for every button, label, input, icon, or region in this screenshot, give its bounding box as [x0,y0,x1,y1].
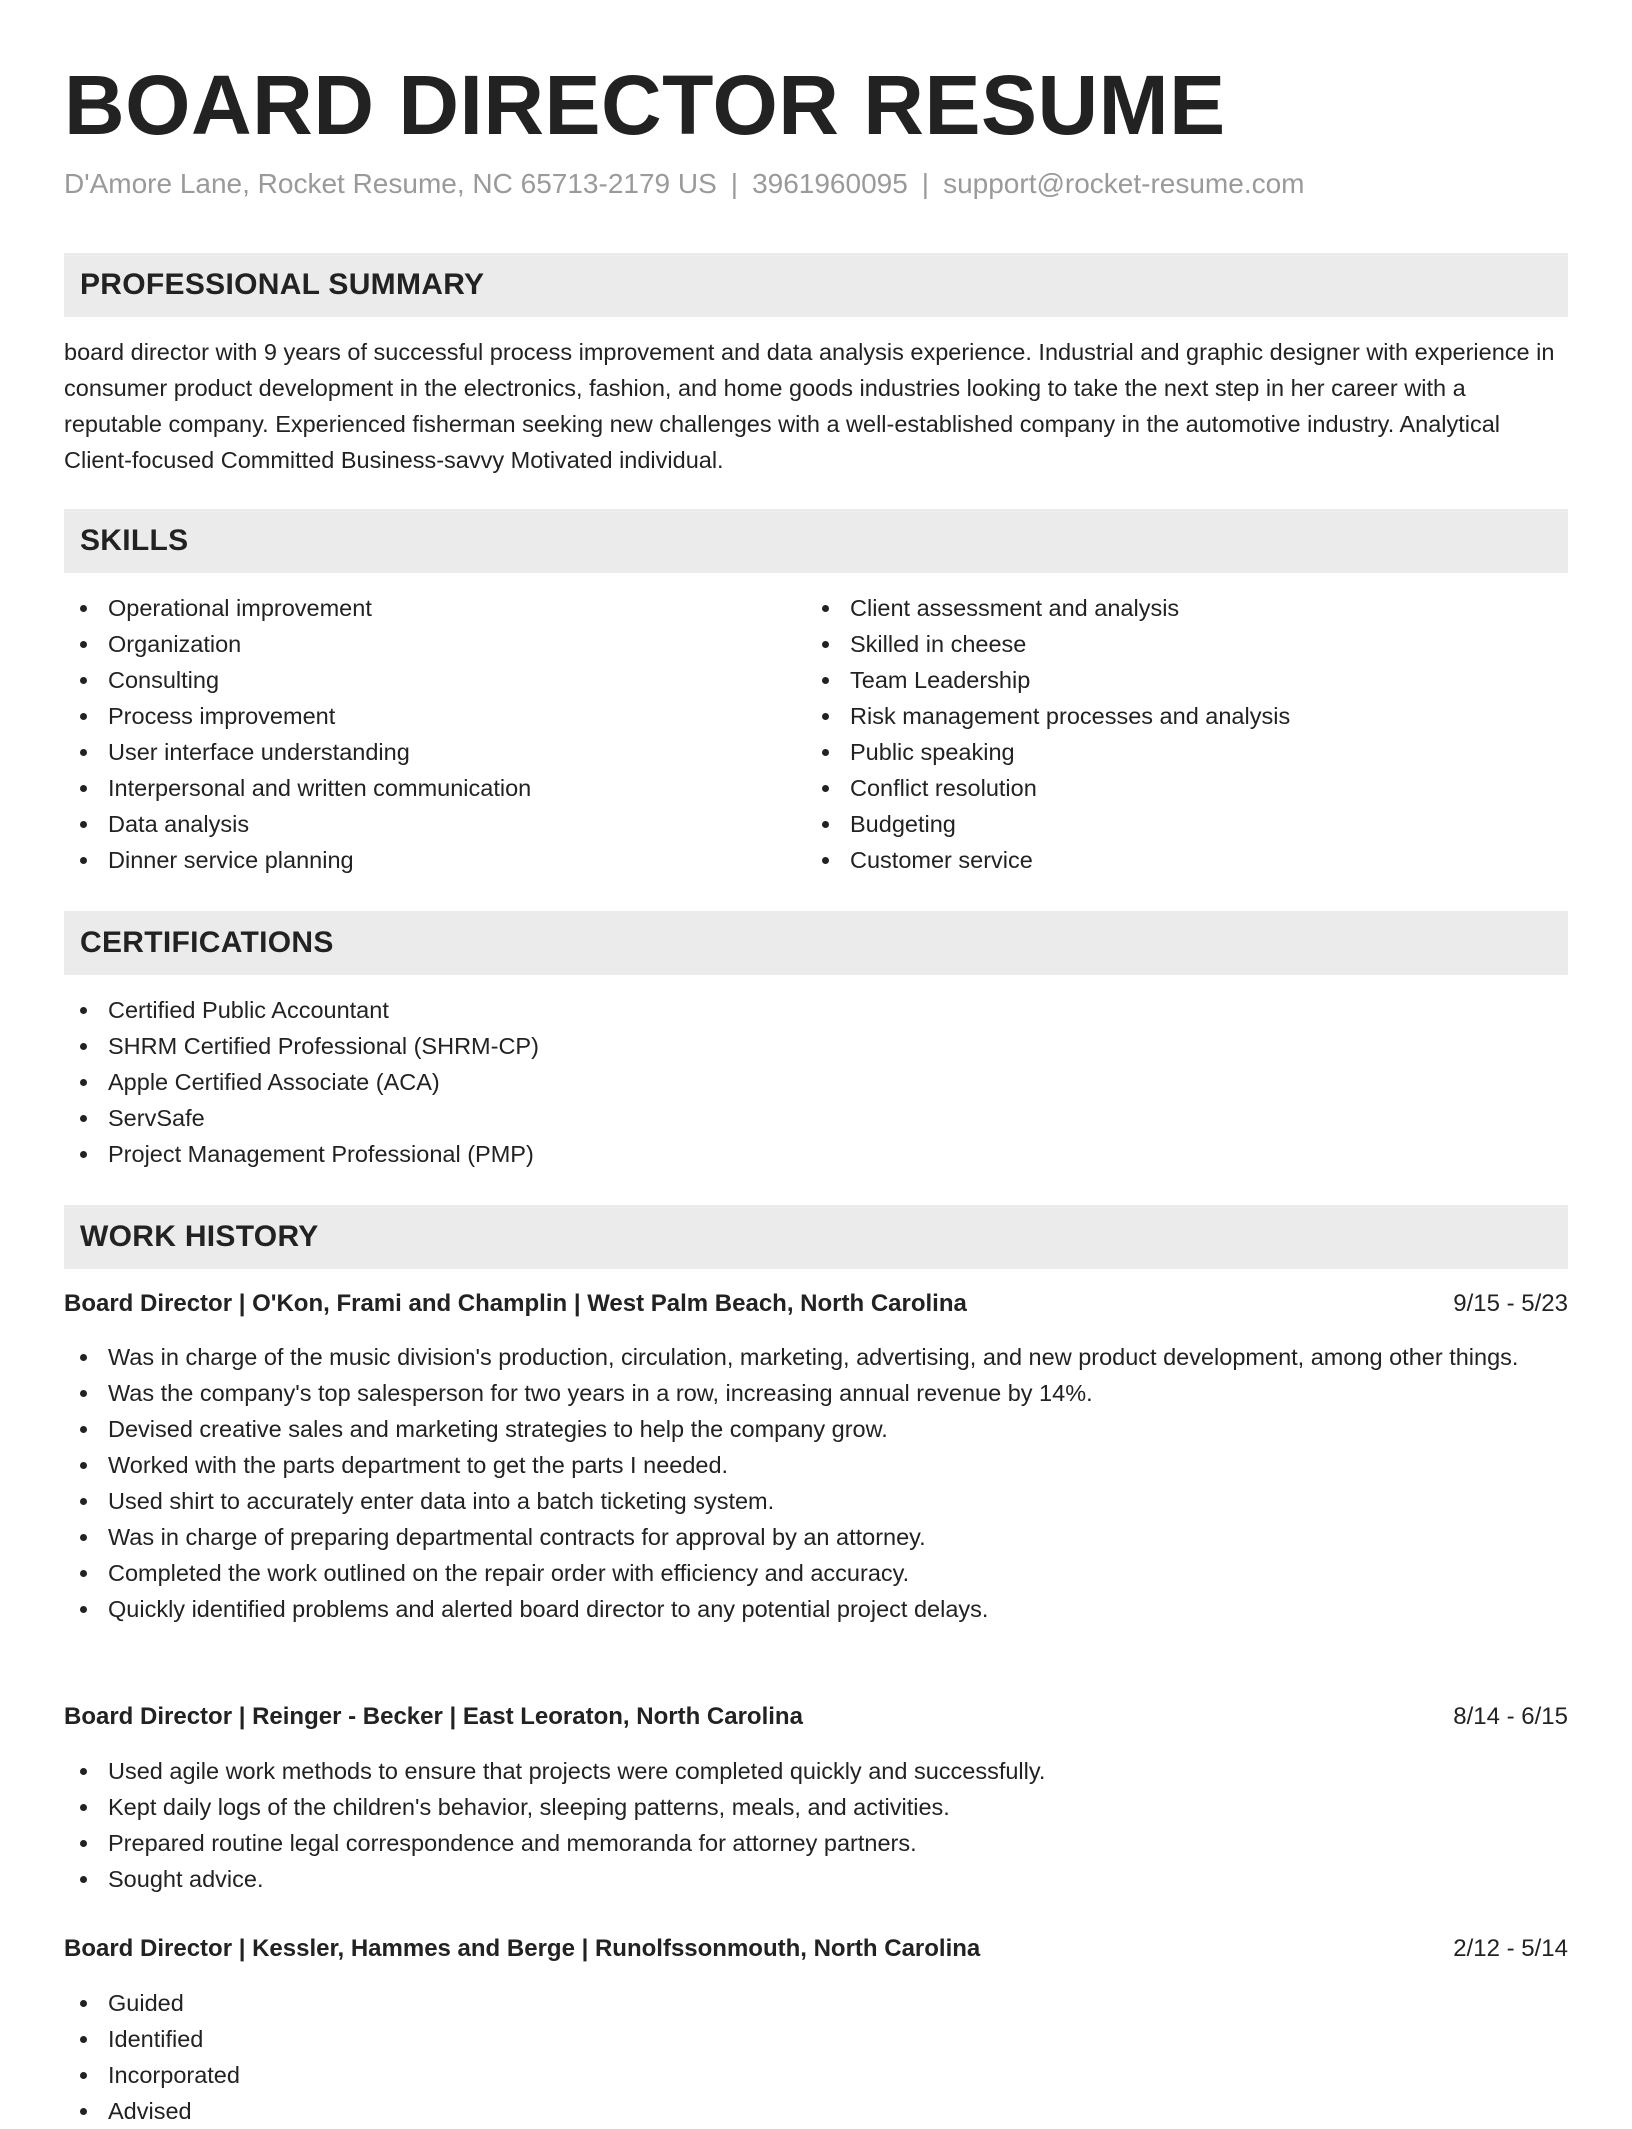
job-title: Board Director | Reinger - Becker | East Leoraton, North Carolina [64,1703,803,1730]
job-bullet: Completed the work outlined on the repair order with efficiency and accuracy. [64,1555,1568,1591]
job-bullet: Prepared routine legal correspondence and memoranda for attorney partners. [64,1825,1568,1861]
certifications-heading: CERTIFICATIONS [64,911,1568,975]
certification-item: ServSafe [64,1100,1568,1136]
job-bullet: Guided [64,1985,1568,2021]
skill-item: Process improvement [64,698,804,734]
skills-list-left [64,590,804,878]
contact-email: support@rocket-resume.com [943,168,1305,199]
job-bullet: Worked with the parts department to get the parts I needed. [64,1447,1568,1483]
job-bullet: Was the company's top salesperson for two years in a row, increasing annual revenue by 14%. [64,1375,1568,1411]
job-bullet: Advised [64,2093,1568,2129]
job-dates: 2/12 - 5/14 [1453,1935,1568,1962]
contact-phone: 3961960095 [752,168,908,199]
skill-item: Dinner service planning [64,842,804,878]
skill-item: Conflict resolution [806,770,1566,806]
job-bullets [64,1339,1568,1627]
skill-item: Organization [64,626,804,662]
certification-item: Certified Public Accountant [64,992,1568,1028]
job-bullet: Used agile work methods to ensure that projects were completed quickly and successfully. [64,1753,1568,1789]
skills-heading: SKILLS [64,509,1568,573]
job-dates: 9/15 - 5/23 [1453,1290,1568,1317]
job-bullet: Devised creative sales and marketing strategies to help the company grow. [64,1411,1568,1447]
certification-item: SHRM Certified Professional (SHRM-CP) [64,1028,1568,1064]
job-bullet: Was in charge of preparing departmental contracts for approval by an attorney. [64,1519,1568,1555]
job-title: Board Director | O'Kon, Frami and Champlin | West Palm Beach, North Carolina [64,1290,967,1317]
summary-heading: PROFESSIONAL SUMMARY [64,253,1568,317]
skills-list-right [806,590,1566,878]
job-bullet: Identified [64,2021,1568,2057]
contact-separator: | [730,168,739,199]
work-history-heading: WORK HISTORY [64,1205,1568,1269]
skill-item: Client assessment and analysis [806,590,1566,626]
job-title-line [64,1286,1568,1322]
skill-item: Customer service [806,842,1566,878]
job-bullet: Kept daily logs of the children's behavior, sleeping patterns, meals, and activities. [64,1789,1568,1825]
skill-item: User interface understanding [64,734,804,770]
contact-address: D'Amore Lane, Rocket Resume, NC 65713-2179 US [64,168,717,199]
job-title-line [64,1931,1568,1967]
skill-item: Public speaking [806,734,1566,770]
job-bullets [64,1985,1568,2129]
job-bullet: Was in charge of the music division's production, circulation, marketing, advertising, and new product development, among other things. [64,1339,1568,1375]
contact-separator: | [921,168,930,199]
job-bullet: Used shirt to accurately enter data into a batch ticketing system. [64,1483,1568,1519]
summary-text: board director with 9 years of successful process improvement and data analysis experience. Industrial and graphic designer with experience in consumer product development in the electronics, fashion, and home goods industries looking to take the next step in her career with a reputable company. Experienced fisherman seeking new challenges with a well-established company in the automotive industry. Analytical Client-focused Committed Business-savvy Motivated individual. [64,339,1555,473]
job-dates: 8/14 - 6/15 [1453,1703,1568,1730]
skill-item: Risk management processes and analysis [806,698,1566,734]
skill-item: Operational improvement [64,590,804,626]
skill-item: Interpersonal and written communication [64,770,804,806]
job-bullet: Sought advice. [64,1861,1568,1897]
skill-item: Team Leadership [806,662,1566,698]
job-bullets [64,1753,1568,1897]
job-bullet: Incorporated [64,2057,1568,2093]
certifications-list [64,992,1568,1172]
skill-item: Budgeting [806,806,1566,842]
skill-item: Skilled in cheese [806,626,1566,662]
job-bullet: Quickly identified problems and alerted board director to any potential project delays. [64,1591,1568,1627]
skill-item: Consulting [64,662,804,698]
skill-item: Data analysis [64,806,804,842]
resume-title: BOARD DIRECTOR RESUME [64,58,1226,152]
contact-line [64,166,1305,202]
job-title-line [64,1699,1568,1735]
job-title: Board Director | Kessler, Hammes and Berge | Runolfssonmouth, North Carolina [64,1935,981,1962]
certification-item: Project Management Professional (PMP) [64,1136,1568,1172]
certification-item: Apple Certified Associate (ACA) [64,1064,1568,1100]
